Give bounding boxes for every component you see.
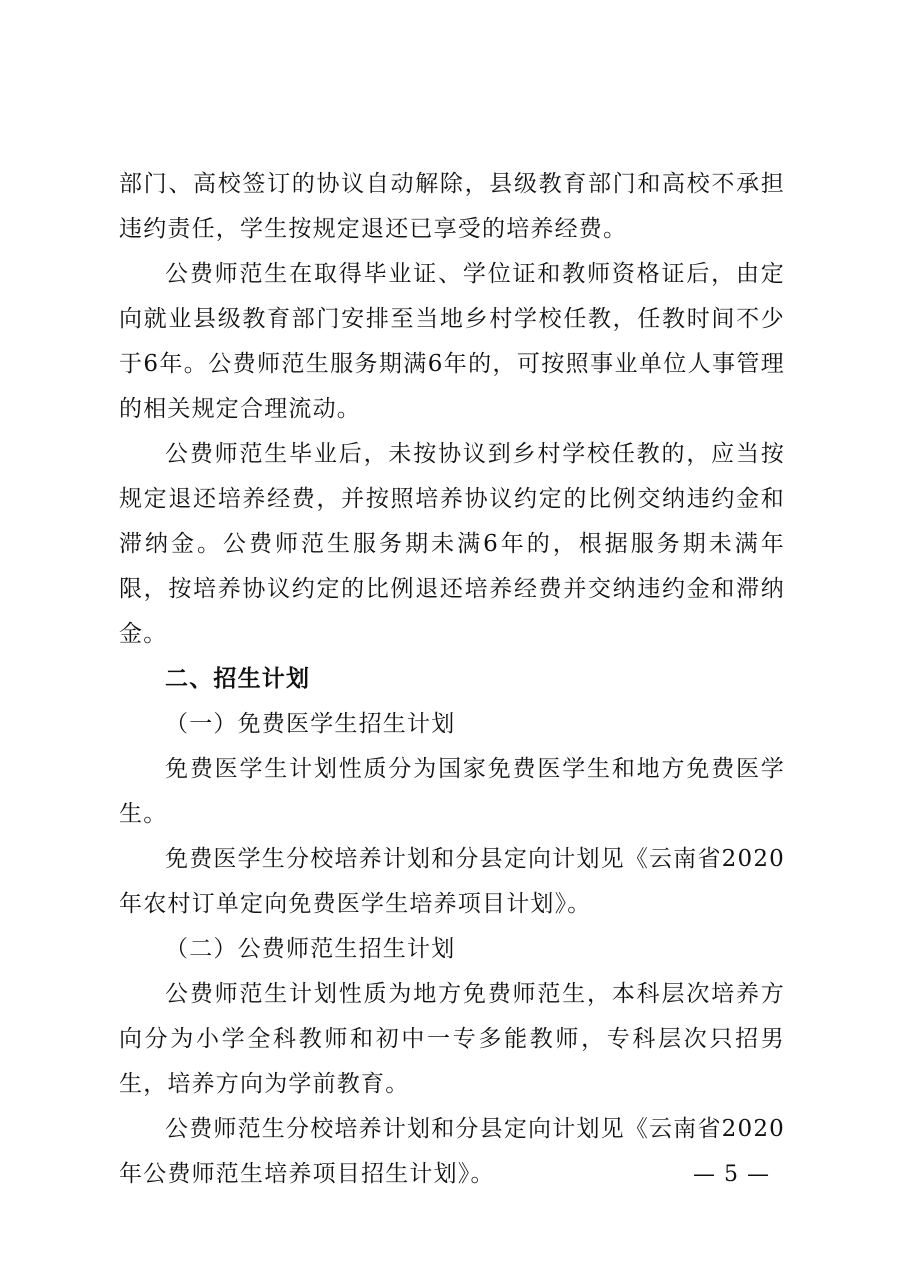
paragraph-teacher-plan-nature: 公费师范生计划性质为地方免费师范生，本科层次培养方向分为小学全科教师和初中一专多能教师，专科层次只招男生，培养方向为学前教育。: [119, 981, 785, 1097]
subheading-teacher-students: （二）公费师范生招生计划: [165, 936, 456, 962]
paragraph-agreement-termination: 部门、高校签订的协议自动解除，县级教育部门和高校不承担违约责任，学生按规定退还已享受的培养经费。: [119, 171, 785, 242]
page-number: — 5 —: [693, 1162, 770, 1187]
document-body: [119, 162, 785, 1197]
section-heading-enrollment-plan: 二、招生计划: [165, 666, 311, 692]
paragraph-medical-plan-reference: 免费医学生分校培养计划和分县定向计划见《云南省2020年农村订单定向免费医学生培养项目计划》。: [119, 846, 785, 917]
paragraph-teaching-service: 公费师范生在取得毕业证、学位证和教师资格证后，由定向就业县级教育部门安排至当地乡村学校任教，任教时间不少于6年。公费师范生服务期满6年的，可按照事业单位人事管理的相关规定合理流动。: [119, 261, 785, 422]
paragraph-medical-plan-nature: 免费医学生计划性质分为国家免费医学生和地方免费医学生。: [119, 756, 785, 827]
paragraph-teacher-plan-reference: 公费师范生分校培养计划和分县定向计划见《云南省2020年公费师范生培养项目招生计划》。: [119, 1116, 785, 1187]
paragraph-breach-penalty: 公费师范生毕业后，未按协议到乡村学校任教的，应当按规定退还培养经费，并按照培养协议约定的比例交纳违约金和滞纳金。公费师范生服务期未满6年的，根据服务期未满年限，按培养协议约定的比例退还培养经费并交纳违约金和滞纳金。: [119, 441, 785, 647]
subheading-medical-students: （一）免费医学生招生计划: [165, 711, 456, 737]
